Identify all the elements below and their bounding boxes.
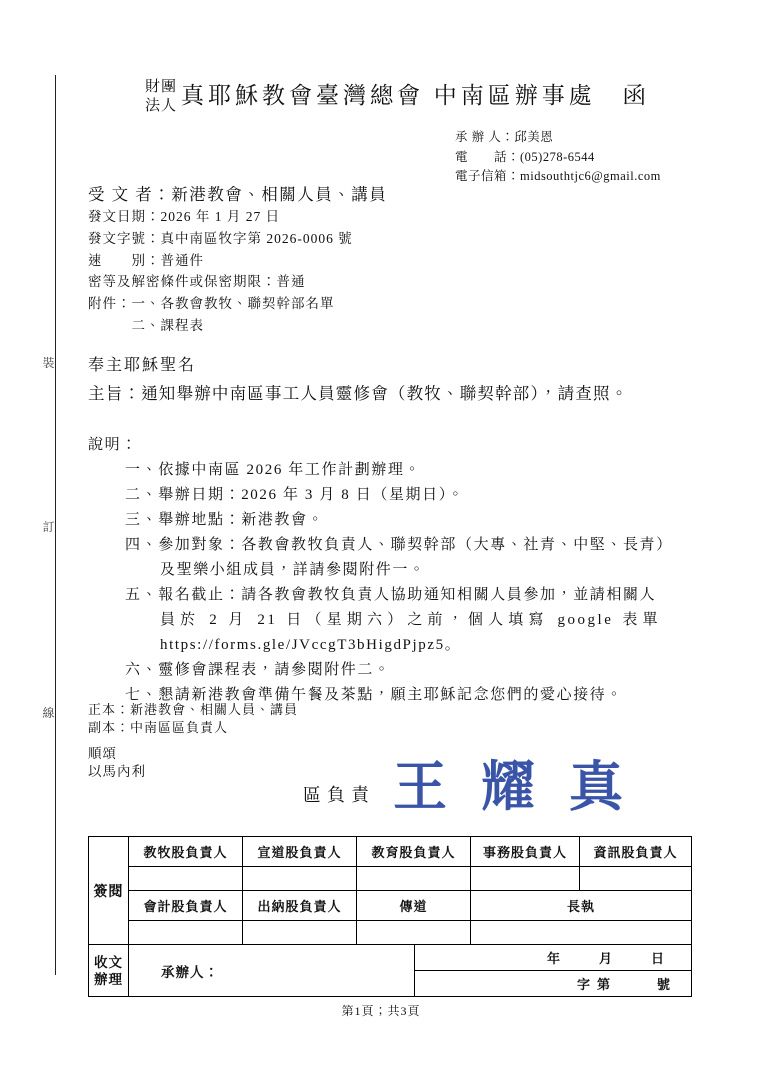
salutation: 奉主耶穌聖名 [88, 357, 197, 374]
sign-cell-empty [243, 921, 357, 945]
col-accounting: 會計股負責人 [129, 891, 243, 921]
sign-cell-empty [580, 867, 692, 891]
doc-number: 發文字號：真中南區牧字第 2026-0006 號 [88, 230, 353, 246]
binding-mark-xian: 線 [42, 706, 55, 720]
sign-review-label: 簽閱 [89, 837, 129, 945]
closing-block [88, 745, 146, 780]
description-label: 說明： [88, 437, 138, 453]
desc-item-4-cont: 及聖樂小組成員，詳請參閱附件一。 [160, 562, 426, 578]
col-education: 教育股負責人 [357, 837, 471, 867]
sign-cell-empty [357, 867, 471, 891]
receipt-label-line2: 辦理 [94, 971, 123, 987]
receipt-date-field: 年 月 日 [415, 945, 692, 971]
closing-line1: 順頌 [88, 746, 117, 761]
duplicate-copy-line: 副本：中南區區負責人 [88, 719, 229, 735]
recipient-line: 受 文 者：新港教會、相關人員、講員 [88, 185, 388, 204]
desc-item-4: 四、參加對象：各教會教牧負責人、聯契幹部（大專、社青、中堅、長青） [125, 537, 673, 553]
contact-email: 電子信箱：midsouthtjc6@gmail.com [455, 169, 661, 183]
desc-item-7: 七、懇請新港教會準備午餐及茶點，願主耶穌記念您們的愛心接待。 [125, 687, 624, 703]
desc-item-5: 五、報名截止：請各教會教牧負責人協助通知相關人員參加，並請相關人 [125, 587, 657, 603]
signer-title: 區負責 [303, 785, 375, 805]
receipt-handling-grid [88, 944, 692, 997]
meta-block [88, 206, 353, 337]
col-cashier: 出納股負責人 [243, 891, 357, 921]
letter-header [145, 76, 650, 116]
speed-class: 速 別：普通件 [88, 252, 204, 268]
sign-cell-empty [129, 867, 243, 891]
org-prefix-line1: 財團 [145, 79, 178, 95]
binding-mark-zhuang: 裝 [42, 356, 55, 370]
col-evangelism: 宣道股負責人 [243, 837, 357, 867]
receipt-number-field: 字第 號 [415, 971, 692, 997]
contact-phone: 電 話：(05)278-6544 [455, 149, 595, 164]
issue-date: 發文日期：2026 年 1 月 27 日 [88, 209, 281, 224]
original-copy-line: 正本：新港教會、相關人員、講員 [88, 702, 299, 717]
contact-person: 承 辦 人：邱美恩 [455, 130, 554, 144]
signup-form-url: https://forms.gle/JVccgT3bHigdPjpz5。 [160, 637, 462, 653]
org-prefix-line2: 法人 [145, 98, 178, 114]
desc-item-6: 六、靈修會課程表，請參閱附件二。 [125, 662, 391, 678]
description-block [88, 433, 673, 708]
sign-cell-empty [471, 921, 692, 945]
col-elders-deacons: 長執 [471, 891, 692, 921]
sign-cell-empty [129, 921, 243, 945]
sign-cell-empty [243, 867, 357, 891]
col-information: 資訊股負責人 [580, 837, 692, 867]
col-affairs: 事務股負責人 [471, 837, 580, 867]
sign-off-table [88, 836, 692, 997]
attachment-2: 二、課程表 [88, 317, 204, 333]
sign-cell-empty [357, 921, 471, 945]
subject-line: 主旨：通知舉辦中南區事工人員靈修會（教牧、聯契幹部），請查照。 [88, 384, 629, 403]
col-preacher: 傳道 [357, 891, 471, 921]
desc-item-2: 二、舉辦日期：2026 年 3 月 8 日（星期日）。 [125, 487, 465, 503]
page-number-footer: 第1頁；共3頁 [341, 1004, 421, 1018]
handler-field: 承辦人： [129, 945, 415, 997]
desc-item-3: 三、舉辦地點：新港教會。 [125, 512, 325, 528]
contact-block [455, 128, 661, 187]
security-class: 密等及解密條件或保密期限：普通 [88, 274, 306, 290]
attachment-1: 附件：一、各教會教牧、聯契幹部名單 [88, 296, 335, 312]
sign-cell-empty [471, 867, 580, 891]
distribution-block [88, 701, 298, 736]
binding-mark-ding: 訂 [42, 520, 55, 534]
signature-grid [88, 836, 692, 945]
letter-title: 真耶穌教會臺灣總會 中南區辦事處 函 [181, 83, 650, 108]
closing-line2: 以馬內利 [88, 763, 146, 779]
desc-item-5-cont: 員於 2 月 21 日（星期六）之前，個人填寫 google 表單 [160, 612, 660, 628]
desc-item-1: 一、依據中南區 2026 年工作計劃辦理。 [125, 462, 422, 478]
receipt-label-line1: 收文 [94, 954, 123, 970]
col-pastoral: 教牧股負責人 [129, 837, 243, 867]
signer-name-stamp: 王耀真 [393, 754, 657, 818]
org-type-prefix [145, 78, 177, 116]
receipt-handling-label [89, 945, 129, 997]
